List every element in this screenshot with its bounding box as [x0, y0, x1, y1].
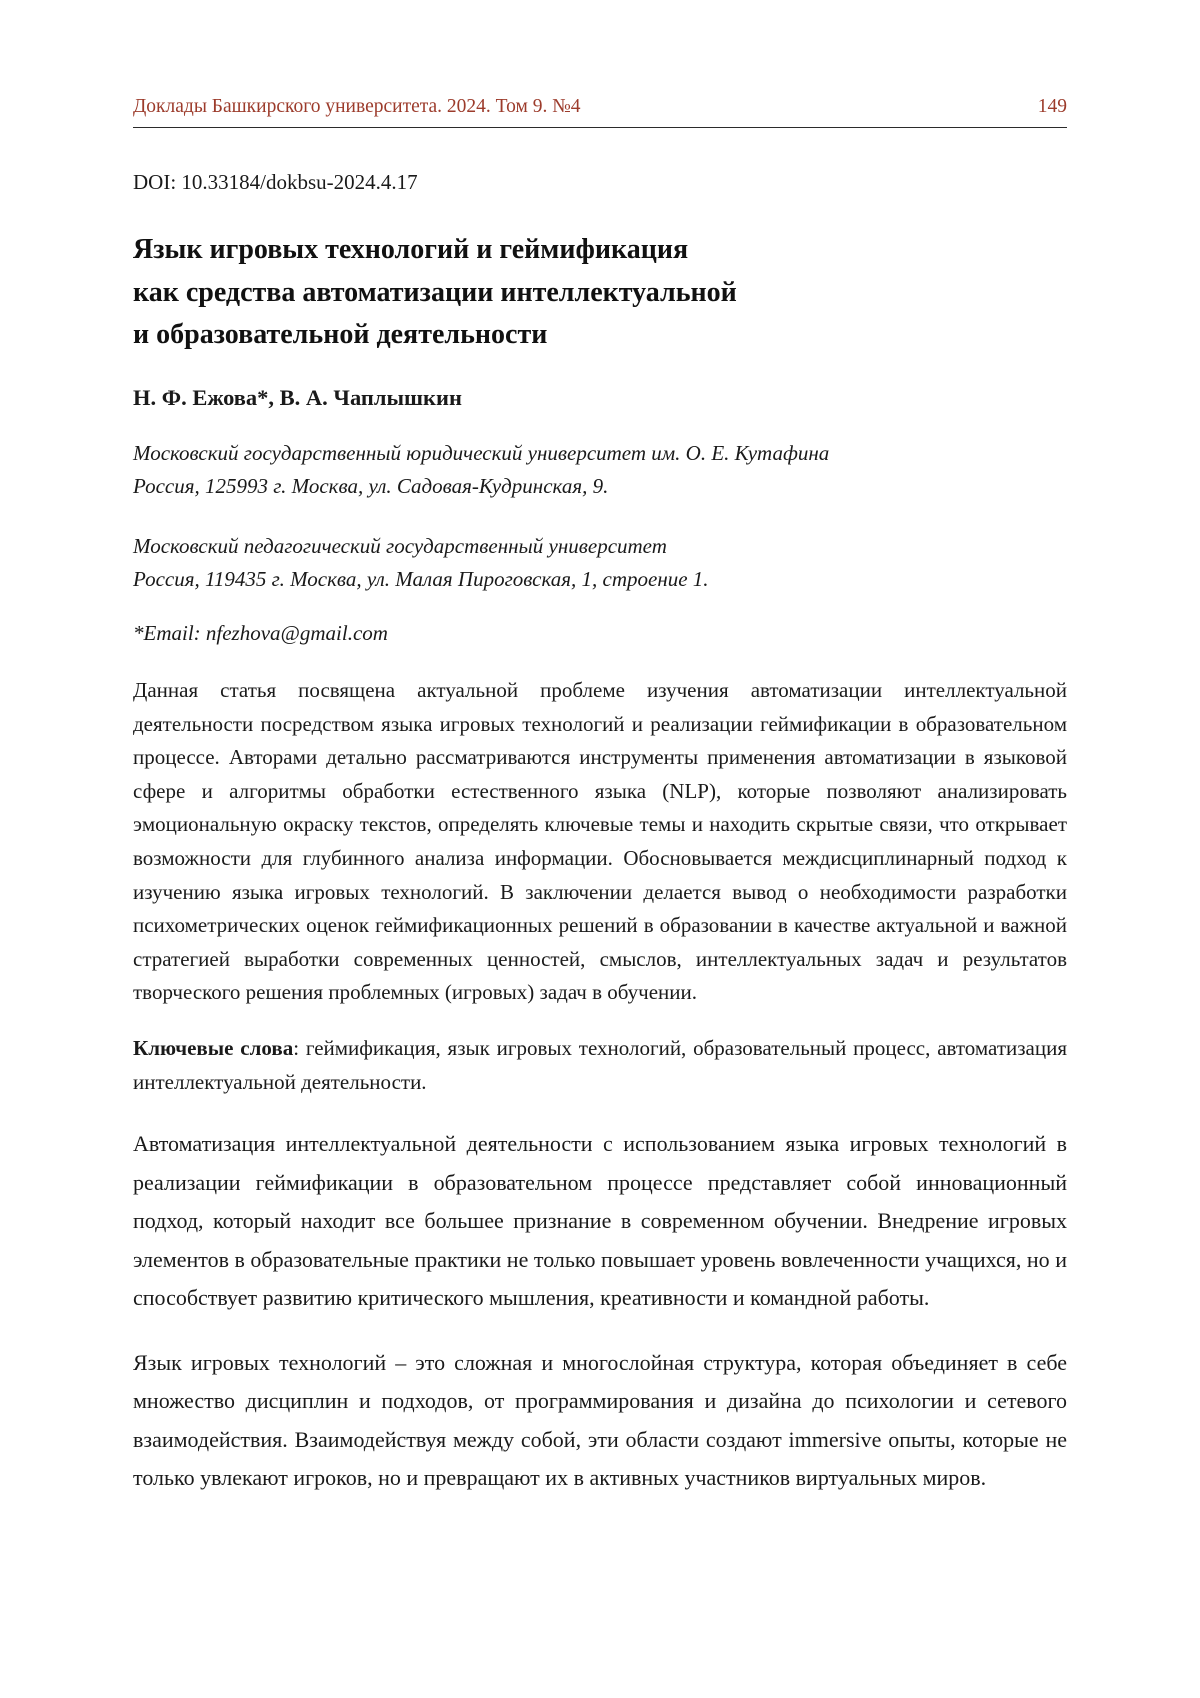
keywords-label: Ключевые слова [133, 1035, 294, 1060]
article-title-line-1: Язык игровых технологий и геймификация [133, 234, 689, 265]
affiliation-2-name: Московский педагогический государственный университет [133, 533, 667, 558]
email-line: *Email: nfezhova@gmail.com [133, 621, 388, 646]
authors-line: Н. Ф. Ежова*, В. А. Чаплышкин [133, 384, 462, 410]
page-number: 149 [1037, 96, 1067, 117]
body-paragraph-1: Автоматизация интеллектуальной деятельности с использованием языка игровых технологий в реализации геймификации в образовательном процессе представляет собой инновационный подход, который находит все большее признание в современном обучении. Внедрение игровых элементов в образовательные практики не только повышает уровень вовлеченности учащихся, но и способствует развитию критического мышления, креативности и командной работы. [133, 1131, 1067, 1311]
body-paragraph-2: Язык игровых технологий – это сложная и многослойная структура, которая объединяет в себе множество дисциплин и подходов, от программирования и дизайна до психологии и сетевого взаимодействия. Взаимодействуя между собой, эти области создают immersive опыты, которые не только увлекают игроков, но и превращают их в активных участников виртуальных миров. [133, 1349, 1067, 1491]
article-title-line-2: как средства автоматизации интеллектуальной [133, 276, 737, 308]
doi-line: DOI: 10.33184/dokbsu-2024.4.17 [133, 170, 418, 194]
affiliation-1 [133, 437, 1067, 504]
running-head [133, 96, 1067, 128]
article-title [133, 229, 1067, 357]
abstract-paragraph: Данная статья посвящена актуальной проблеме изучения автоматизации интеллектуальной деятельности посредством языка игровых технологий и реализации геймификации в образовательном процессе. Авторами детально рассматриваются инструменты применения автоматизации в языковой сфере и алгоритмы обработки естественного языка (NLP), которые позволяют анализировать эмоциональную окраску текстов, определять ключевые темы и находить скрытые связи, что открывает возможности для глубинного анализа информации. Обосновывается междисциплинарный подход к изучению языка игровых технологий. В заключении делается вывод о необходимости разработки психометрических оценок геймификационных решений в образовании в качестве актуальной и важной стратегией выработки современных ценностей, смыслов, интеллектуальных задач и результатов творческого решения проблемных (игровых) задач в обучении. [133, 678, 1067, 1005]
keywords-text: : геймификация, язык игровых технологий, образовательный процесс, автоматизация интеллектуальной деятельности. [133, 1035, 1067, 1094]
journal-header-text: Доклады Башкирского университета. 2024. Том 9. №4 [133, 96, 581, 117]
affiliation-2 [133, 530, 1067, 597]
article-title-line-3: и образовательной деятельности [133, 319, 548, 351]
affiliation-1-name: Московский государственный юридический университет им. О. Е. Кутафина [133, 440, 830, 465]
affiliation-2-address: Россия, 119435 г. Москва, ул. Малая Пироговская, 1, строение 1. [133, 567, 709, 592]
affiliation-1-address: Россия, 125993 г. Москва, ул. Садовая-Кудринская, 9. [133, 474, 609, 499]
keywords-paragraph [133, 1032, 1067, 1099]
